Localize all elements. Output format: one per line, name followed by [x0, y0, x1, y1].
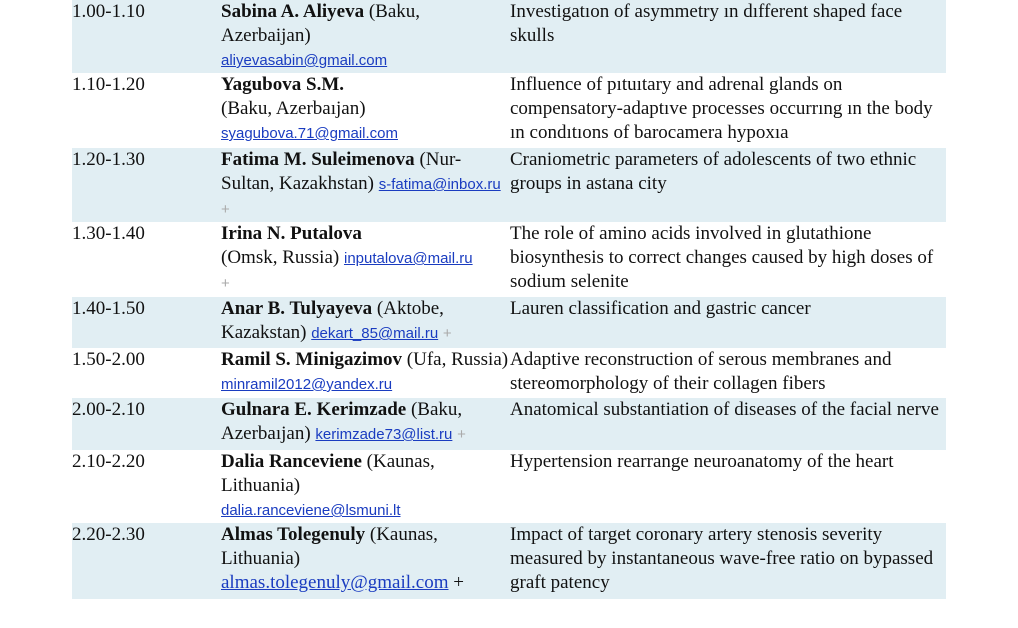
speaker-email-link[interactable]: kerimzade73@list.ru: [315, 426, 453, 443]
speaker-email-link[interactable]: dalia.ranceviene@lsmuni.lt: [221, 502, 401, 519]
speaker-location: (Aktobe, Kazakstan): [221, 298, 444, 343]
time-slot: 1.40-1.50: [72, 297, 221, 348]
speaker-name: Anar B. Tulyayeva: [221, 298, 373, 319]
speaker-name: Almas Tolegenuly: [221, 524, 366, 545]
speaker-cell: [221, 297, 510, 348]
speaker-name: Ramil S. Minigazimov: [221, 349, 403, 370]
talk-topic: Impact of target coronary artery stenosis severity measured by instantaneous wave-free ratio on bypassed graft patency: [510, 523, 946, 599]
talk-topic: Influence of pıtuıtary and adrenal glands on compensatory-adaptıve processes occurrıng ın the body ın condıtıons of barocamera hypoxıa: [510, 73, 946, 148]
speaker-name: Gulnara E. Kerimzade: [221, 399, 407, 420]
speaker-email-link[interactable]: s-fatima@inbox.ru: [378, 176, 501, 193]
table-row: [72, 73, 946, 148]
talk-topic: Anatomical substantiation of diseases of the facial nerve: [510, 398, 946, 450]
table-row: [72, 148, 946, 222]
table-row: [72, 0, 946, 73]
speaker-name: Irina N. Putalova: [221, 223, 362, 244]
talk-topic: Craniometric parameters of adolescents of two ethnic groups in astana city: [510, 148, 946, 222]
speaker-email-link[interactable]: minramil2012@yandex.ru: [221, 376, 393, 393]
talk-topic: Lauren classification and gastric cancer: [510, 297, 946, 348]
speaker-location: (Baku, Azerbaijan): [221, 1, 421, 46]
speaker-cell: [221, 73, 510, 148]
table-row: [72, 398, 946, 450]
speaker-location: (Nur-Sultan, Kazakhstan): [221, 149, 462, 194]
talk-topic: The role of amino acids involved in glutathione biosynthesis to correct changes caused by high doses of sodium selenite: [510, 222, 946, 297]
time-slot: 2.10-2.20: [72, 450, 221, 523]
speaker-cell: [221, 523, 510, 599]
schedule-table: [72, 0, 946, 599]
speaker-name: Sabina A. Aliyeva: [221, 1, 365, 22]
talk-topic: Adaptive reconstruction of serous membranes and stereomorphology of their collagen fibers: [510, 348, 946, 398]
time-slot: 2.20-2.30: [72, 523, 221, 599]
table-row: [72, 297, 946, 348]
speaker-cell: [221, 398, 510, 450]
speaker-location: (Ufa, Russia): [402, 349, 509, 370]
speaker-location: (Baku, Azerbaıjan): [221, 98, 366, 119]
speaker-email-link[interactable]: aliyevasabin@gmail.com: [221, 52, 388, 69]
table-row: [72, 222, 946, 297]
talk-topic: Investigatıon of asymmetry ın dıfferent shaped face skulls: [510, 0, 946, 73]
time-slot: 1.10-1.20: [72, 73, 221, 148]
table-row: [72, 348, 946, 398]
speaker-location: (Kaunas, Lithuania): [221, 524, 438, 569]
time-slot: 2.00-2.10: [72, 398, 221, 450]
time-slot: 1.00-1.10: [72, 0, 221, 73]
speaker-email-link[interactable]: inputalova@mail.ru: [343, 250, 473, 267]
speaker-location: (Kaunas, Lithuania): [221, 451, 435, 496]
time-slot: 1.30-1.40: [72, 222, 221, 297]
talk-topic: Hypertension rearrange neuroanatomy of the heart: [510, 450, 946, 523]
time-slot: 1.20-1.30: [72, 148, 221, 222]
table-row: [72, 523, 946, 599]
speaker-cell: [221, 0, 510, 73]
speaker-name: Fatima M. Suleimenova: [221, 149, 415, 170]
add-icon[interactable]: +: [221, 275, 230, 292]
speaker-email-link[interactable]: almas.tolegenuly@gmail.com: [221, 572, 449, 593]
speaker-email-link[interactable]: syagubova.71@gmail.com: [221, 125, 398, 142]
add-icon[interactable]: +: [457, 426, 466, 443]
table-row: [72, 450, 946, 523]
speaker-name: Yagubova S.M.: [221, 74, 344, 95]
add-icon[interactable]: +: [453, 572, 464, 593]
speaker-location: (Omsk, Russia): [221, 247, 344, 268]
speaker-name: Dalia Ranceviene: [221, 451, 362, 472]
add-icon[interactable]: +: [442, 325, 452, 342]
speaker-email-link[interactable]: dekart_85@mail.ru: [311, 325, 439, 342]
speaker-location: (Baku, Azerbaıjan): [221, 399, 463, 444]
time-slot: 1.50-2.00: [72, 348, 221, 398]
speaker-cell: [221, 222, 510, 297]
speaker-cell: [221, 348, 510, 398]
add-icon[interactable]: +: [221, 201, 230, 218]
speaker-cell: [221, 450, 510, 523]
speaker-cell: [221, 148, 510, 222]
